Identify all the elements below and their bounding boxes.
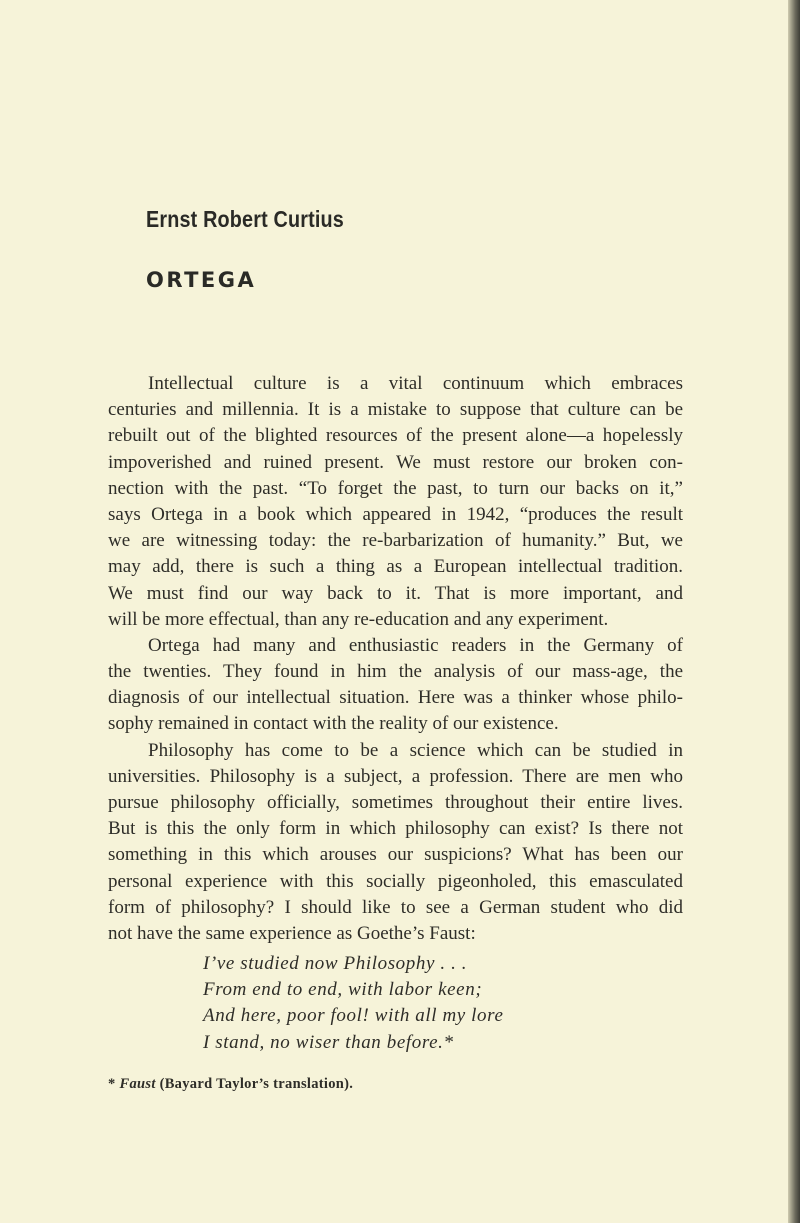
text-line: diagnosis of our intellectual situation. Here was a thinker whose philo- — [108, 687, 683, 709]
text-line: personal experience with this socially pigeonholed, this emasculated — [108, 870, 683, 892]
poem-line: From end to end, with labor keen; — [203, 979, 483, 1001]
text-line: We must find our way back to it. That is more important, and — [108, 582, 683, 604]
footnote-work: Faust — [119, 1076, 156, 1092]
paragraph-3 — [108, 738, 683, 948]
text-line: Ortega had many and enthusiastic readers in the Germany of — [148, 634, 683, 656]
author-name: Ernst Robert Curtius — [146, 206, 344, 232]
text-line: impoverished and ruined present. We must restore our broken con- — [108, 451, 683, 473]
paragraph-2 — [108, 633, 683, 738]
text-line: the twenties. They found in him the analysis of our mass-age, the — [108, 661, 683, 683]
paragraph-1 — [108, 371, 683, 633]
text-line: sophy remained in contact with the reality of our existence. — [108, 713, 559, 735]
text-line: centuries and millennia. It is a mistake to suppose that culture can be — [108, 399, 683, 421]
text-line: Intellectual culture is a vital continuum which embraces — [148, 373, 683, 394]
text-line: something in this which arouses our suspicions? What has been our — [108, 844, 683, 866]
text-line: says Ortega in a book which appeared in 1942, “produces the result — [108, 503, 683, 525]
essay-body — [108, 371, 683, 947]
text-line: universities. Philosophy is a subject, a profession. There are men who — [108, 765, 683, 787]
text-line: pursue philosophy officially, sometimes throughout their entire lives. — [108, 792, 683, 813]
poem-line: And here, poor fool! with all my lore — [203, 1005, 504, 1027]
text-line: will be more effectual, than any re-education and any experiment. — [108, 608, 609, 630]
text-line: may add, there is such a thing as a European intellectual tradition. — [108, 556, 683, 578]
poem-line: I stand, no wiser than before.* — [203, 1031, 454, 1053]
text-line: Philosophy has come to be a science which can be studied in — [148, 739, 683, 761]
footnote-marker: * — [108, 1076, 120, 1092]
footnote — [108, 1076, 353, 1093]
page-edge — [788, 0, 800, 1223]
text-line: nection with the past. “To forget the past, to turn our backs on it,” — [108, 477, 683, 499]
poem-line: I’ve studied now Philosophy . . . — [203, 953, 468, 974]
footnote-text: (Bayard Taylor’s translation). — [155, 1076, 354, 1092]
text-line: we are witnessing today: the re-barbarization of humanity.” But, we — [108, 530, 683, 552]
text-line: But is this the only form in which philosophy can exist? Is there not — [108, 818, 683, 840]
essay-title: ORTEGA — [146, 268, 257, 292]
text-line: not have the same experience as Goethe’s Faust: — [108, 922, 476, 944]
poem-quotation — [203, 951, 503, 1056]
text-line: form of philosophy? I should like to see a German student who did — [108, 896, 683, 918]
text-line: rebuilt out of the blighted resources of the present alone—a hopelessly — [108, 425, 683, 447]
